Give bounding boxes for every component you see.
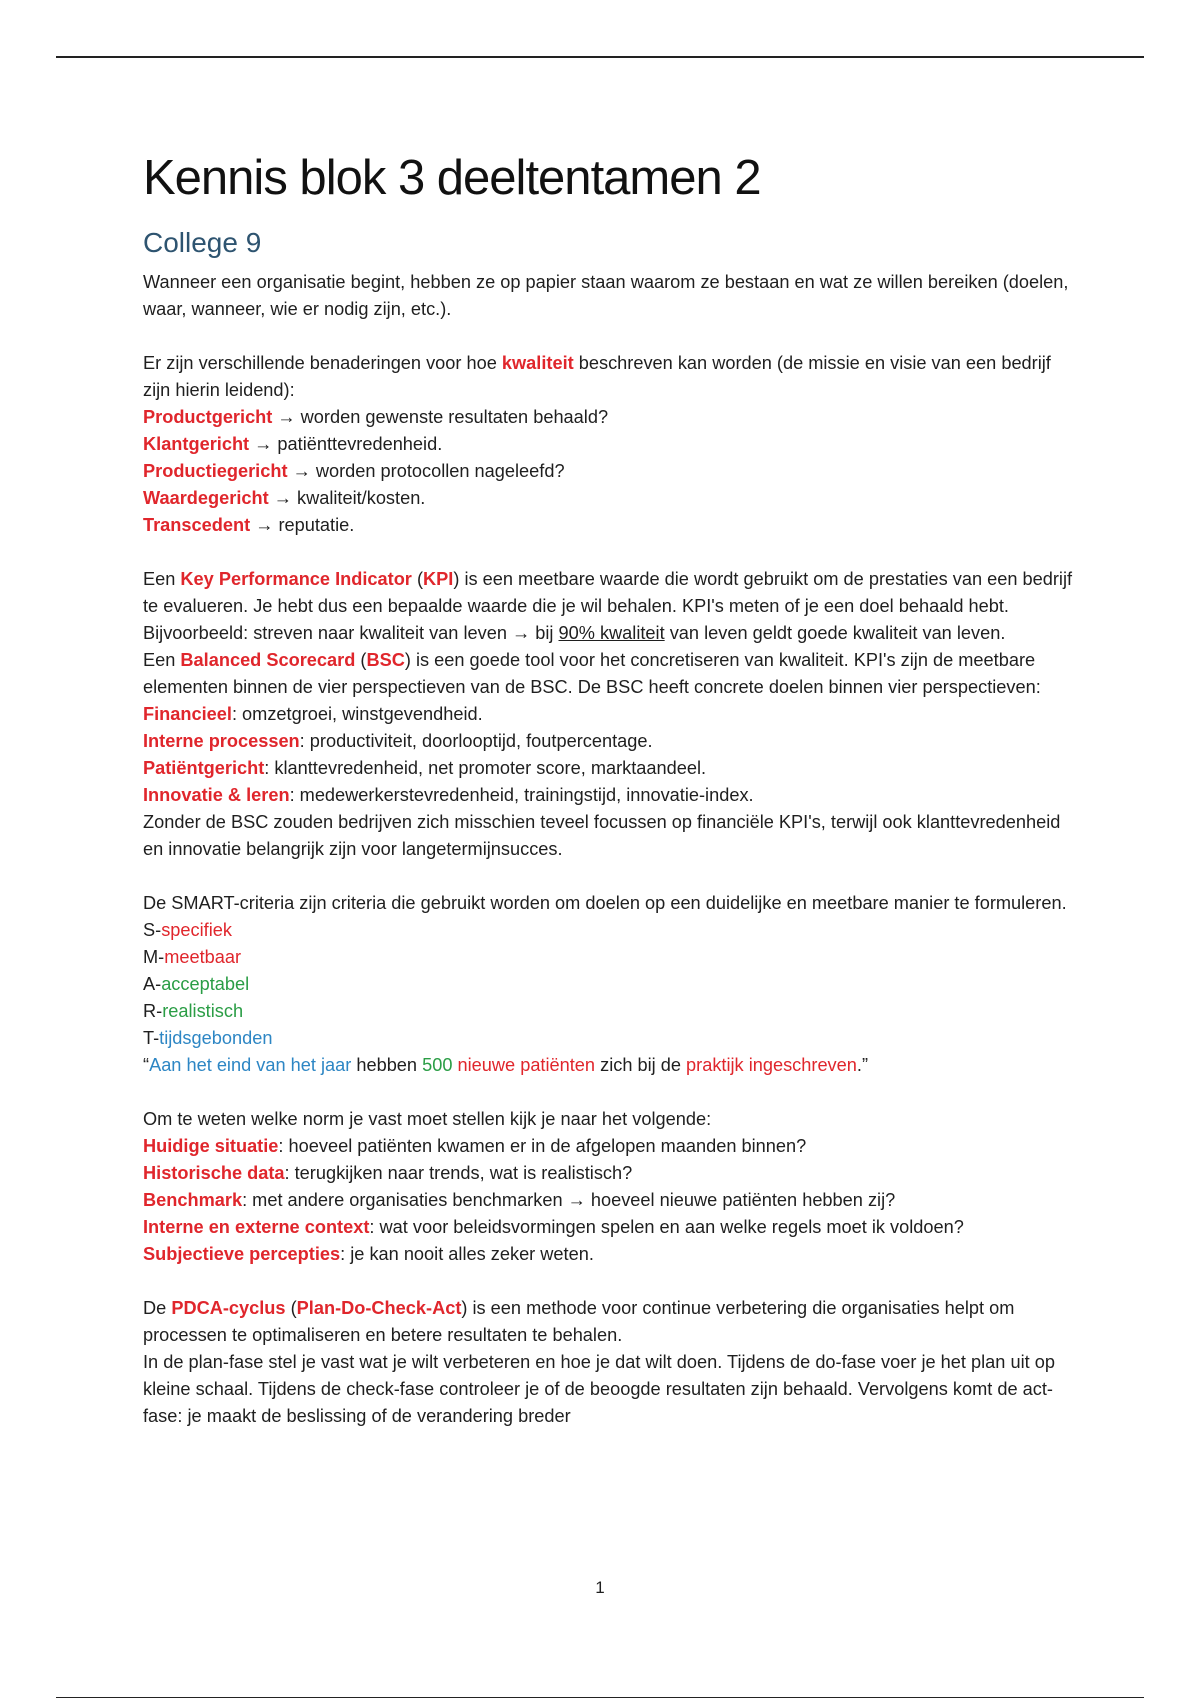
arrow-icon: → xyxy=(567,1189,586,1210)
top-rule xyxy=(56,56,1144,58)
smart-item: M-meetbaar xyxy=(143,946,242,967)
arrow-icon: → xyxy=(512,622,531,643)
norm-item: Historische data: terugkijken naar trends, wat is realistisch? xyxy=(143,1162,633,1183)
kwaliteit-item: Productiegericht → worden protocollen nageleefd? xyxy=(143,460,565,481)
kwaliteit-item: Productgericht → worden gewenste resultaten behaald? xyxy=(143,406,609,427)
section-heading: College 9 xyxy=(143,227,262,259)
page-number: 1 xyxy=(595,1578,605,1597)
arrow-icon: → xyxy=(273,487,292,508)
norm-intro: Om te weten welke norm je vast moet stellen kijk je naar het volgende: xyxy=(143,1108,712,1129)
norm-item: Subjectieve percepties: je kan nooit alles zeker weten. xyxy=(143,1243,594,1264)
kwaliteit-paragraph: Er zijn verschillende benaderingen voor hoe kwaliteit beschreven kan worden (de missie en visie van een bedrijf zijn hierin leidend): xyxy=(143,352,1051,400)
intro-paragraph: Wanneer een organisatie begint, hebben ze op papier staan waarom ze bestaan en wat ze willen bereiken (doelen, waar, wanneer, wie er nodig zijn, etc.). xyxy=(143,271,1069,319)
norm-item: Huidige situatie: hoeveel patiënten kwamen er in de afgelopen maanden binnen? xyxy=(143,1135,807,1156)
kwaliteit-item: Transcedent → reputatie. xyxy=(143,514,355,535)
kpi-paragraph: Een Key Performance Indicator (KPI) is een meetbare waarde die wordt gebruikt om de prestaties van een bedrijf te evalueren. Je hebt dus een bepaalde waarde die je wil behalen. KPI's meten of je een doel behaald hebt. Bijvoorbeeld: streven naar kwaliteit van leven → bij 90% kwaliteit van leven geldt goede kwaliteit van leven. xyxy=(143,568,1073,643)
bsc-item: Interne processen: productiviteit, doorlooptijd, foutpercentage. xyxy=(143,730,653,751)
document-body xyxy=(143,150,1073,1430)
smart-item: T-tijdsgebonden xyxy=(143,1027,273,1048)
page-title: Kennis blok 3 deeltentamen 2 xyxy=(143,151,761,205)
bsc-closing: Zonder de BSC zouden bedrijven zich misschien teveel focussen op financiële KPI's, terwijl ook klanttevredenheid en innovatie belangrijk zijn voor langetermijnsucces. xyxy=(143,811,1061,859)
smart-example: “Aan het eind van het jaar hebben 500 nieuwe patiënten zich bij de praktijk ingeschreven.” xyxy=(143,1054,869,1075)
arrow-icon: → xyxy=(292,460,311,481)
kwaliteit-item: Klantgericht → patiënttevredenheid. xyxy=(143,433,443,454)
bsc-item: Innovatie & leren: medewerkerstevredenheid, trainingstijd, innovatie-index. xyxy=(143,784,754,805)
smart-intro: De SMART-criteria zijn criteria die gebruikt worden om doelen op een duidelijke en meetbare manier te formuleren. xyxy=(143,892,1067,913)
pdca-paragraph: De PDCA-cyclus (Plan-Do-Check-Act) is een methode voor continue verbetering die organisaties helpt om processen te optimaliseren en betere resultaten te behalen. xyxy=(143,1297,1015,1345)
bottom-rule xyxy=(56,1697,1144,1698)
smart-item: S-specifiek xyxy=(143,919,232,940)
pdca-phases: In de plan-fase stel je vast wat je wilt verbeteren en hoe je dat wilt doen. Tijdens de do-fase voer je het plan uit op kleine schaal. Tijdens de check-fase controleer je of de beoogde resultaten zijn behaald. Vervolgens komt de act-fase: je maakt de beslissing of de verandering breder xyxy=(143,1351,1055,1426)
norm-item: Benchmark: met andere organisaties benchmarken → hoeveel nieuwe patiënten hebben zij? xyxy=(143,1189,896,1210)
arrow-icon: → xyxy=(277,406,296,427)
smart-item: R-realistisch xyxy=(143,1000,244,1021)
arrow-icon: → xyxy=(254,433,273,454)
bsc-paragraph: Een Balanced Scorecard (BSC) is een goede tool voor het concretiseren van kwaliteit. KPI's zijn de meetbare elementen binnen de vier perspectieven van de BSC. De BSC heeft concrete doelen binnen vier perspectieven: xyxy=(143,649,1041,697)
norm-item: Interne en externe context: wat voor beleidsvormingen spelen en aan welke regels moet ik voldoen? xyxy=(143,1216,964,1237)
arrow-icon: → xyxy=(255,514,274,535)
bsc-item: Financieel: omzetgroei, winstgevendheid. xyxy=(143,703,483,724)
smart-item: A-acceptabel xyxy=(143,973,250,994)
bsc-item: Patiëntgericht: klanttevredenheid, net promoter score, marktaandeel. xyxy=(143,757,707,778)
kwaliteit-item: Waardegericht → kwaliteit/kosten. xyxy=(143,487,426,508)
